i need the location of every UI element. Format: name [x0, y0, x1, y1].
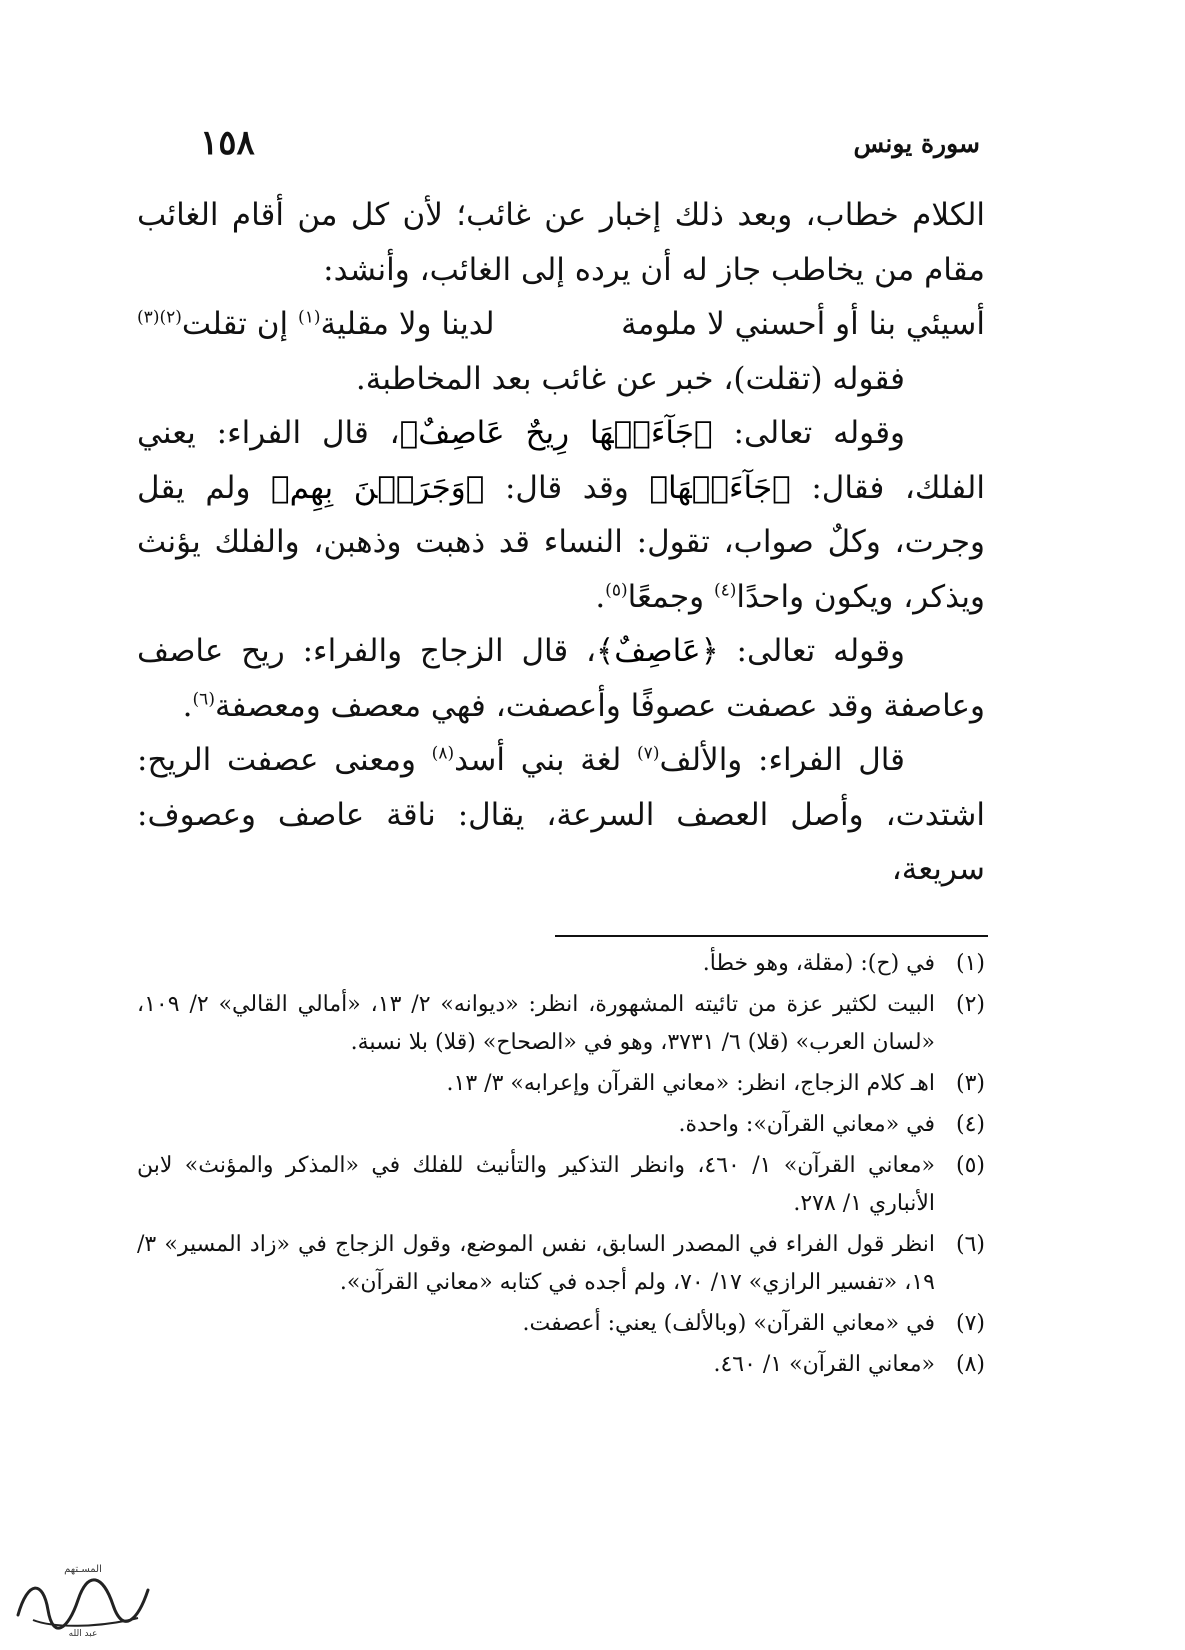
- footnote-number: (٧): [955, 1311, 985, 1336]
- footnote-text: اهـ كلام الزجاج، انظر: «معاني القرآن وإعرابه» ٣/ ١٣.: [446, 1071, 935, 1096]
- footnote-item: [137, 1106, 985, 1144]
- footnote-divider: [555, 935, 988, 937]
- footnote-text: في «معاني القرآن»: واحدة.: [678, 1112, 935, 1137]
- footnote-number: (١): [955, 951, 985, 976]
- page-header: [200, 118, 980, 168]
- footnote-text: البيت لكثير عزة من تائيته المشهورة، انظر: «ديوانه» ٢/ ١٣، «أمالي القالي» ٢/ ١٠٩، «لسان العرب» (قلا) ٦/ ٣٧٣١، وهو في «الصحاح» (قلا) بلا نسبة.: [137, 992, 936, 1055]
- logo-subtext: عبد الله: [68, 1629, 98, 1639]
- footnote-number: (٦): [955, 1232, 985, 1257]
- footnotes-section: [137, 945, 985, 1384]
- verse-hemistich-2-part-b: إن تقلت: [181, 306, 299, 342]
- p3-text-f: .: [595, 578, 606, 615]
- paragraph-2: فقوله (تقلت)، خبر عن غائب بعد المخاطبة.: [355, 360, 905, 397]
- footnote-item: [137, 1065, 985, 1103]
- paragraph-4: [137, 624, 985, 733]
- footnote-item: [137, 1346, 985, 1384]
- poetry-verse: [137, 297, 985, 352]
- footnote-number: (٥): [955, 1153, 985, 1178]
- footnote-item: [137, 1226, 985, 1302]
- footnote-ref-6[interactable]: (٦): [192, 689, 215, 710]
- footnote-item: [137, 1147, 985, 1223]
- footnote-item: [137, 986, 985, 1062]
- paragraph-1: الكلام خطاب، وبعد ذلك إخبار عن غائب؛ لأن كل من أقام الغائب مقام من يخاطب جاز له أن يرده إلى الغائب، وأنشد:: [137, 197, 986, 288]
- verse-hemistich-1: أسيئي بنا أو أحسني لا ملومة: [621, 306, 985, 342]
- surah-title: سورة يونس: [853, 128, 980, 158]
- quran-quote: ﴿عَاصِفٌ﴾: [596, 633, 719, 669]
- quran-quote: ﴿وَجَرَيۡنَ بِهِم﴾: [271, 469, 485, 506]
- p4-text-b: ، قال الزجاج والفراء: ريح عاصف وعاصفة وقد عصفت عصوفًا وأعصفت، فهي معصف ومعصفة: [137, 633, 985, 724]
- p4-text-c: .: [182, 687, 193, 724]
- footnote-item: [137, 1305, 985, 1343]
- logo-text: المسـتهم: [64, 1564, 102, 1575]
- verse-hemistich-2: [137, 297, 495, 352]
- footnote-number: (٣): [955, 1071, 985, 1096]
- footnote-ref-5[interactable]: (٥): [605, 580, 628, 601]
- footnote-ref-1[interactable]: (١): [298, 307, 321, 328]
- p3-text-b: ، قال الفراء: يعني الفلك، فقال:: [137, 415, 985, 506]
- p5-text-c: ومعنى عصفت الريح: اشتدت، وأصل العصف السرعة، يقال: ناقة عاصف وعصوف: سريعة،: [137, 742, 985, 887]
- p3-text-c: وقد قال:: [484, 469, 650, 506]
- footnote-number: (٨): [955, 1352, 985, 1377]
- footnote-ref-8[interactable]: (٨): [431, 743, 455, 764]
- footnote-number: (٤): [955, 1112, 985, 1137]
- verse-hemistich-2-part-a: لدينا ولا مقلية: [320, 306, 495, 342]
- paragraph-5: [137, 733, 985, 897]
- p5-text-b: لغة بني أسد: [454, 742, 638, 778]
- main-text: [137, 188, 985, 897]
- p5-text-a: قال الفراء: والألف: [659, 742, 905, 778]
- publisher-logo-icon: [8, 1560, 158, 1640]
- footnote-text: في (ح): (مقلة، وهو خطأ.: [702, 951, 935, 976]
- p3-text-a: وقوله تعالى:: [712, 415, 905, 451]
- p4-text-a: وقوله تعالى:: [718, 633, 905, 669]
- footnote-text: «معاني القرآن» ١/ ٤٦٠، وانظر التذكير والتأنيث للفلك في «المذكر والمؤنث» لابن الأنباري ١/ ٢٧٨.: [137, 1153, 936, 1216]
- footnote-text: في «معاني القرآن» (وبالألف) يعني: أعصفت.: [522, 1311, 935, 1336]
- footnote-ref-2-3[interactable]: (٢)(٣): [137, 307, 182, 328]
- footnote-number: (٢): [955, 992, 985, 1017]
- p3-text-e: وجمعًا: [627, 578, 714, 615]
- paragraph-3: [137, 406, 985, 624]
- footnote-ref-4[interactable]: (٤): [713, 580, 737, 601]
- page-number: ١٥٨: [200, 123, 255, 163]
- quran-quote: ﴿جَآءَتۡهَا﴾: [649, 469, 791, 506]
- footnote-ref-7[interactable]: (٧): [637, 743, 660, 764]
- footnote-text: انظر قول الفراء في المصدر السابق، نفس الموضع، وقول الزجاج في «زاد المسير» ٣/ ١٩، «تفسير الرازي» ١٧/ ٧٠، ولم أجده في كتابه «معاني القرآن».: [137, 1232, 935, 1295]
- footnote-item: [137, 945, 985, 983]
- p3-text-d: ولم يقل وجرت، وكلٌ صواب، تقول: النساء قد ذهبت وذهبن، والفلك يؤنث ويذكر، ويكون واحدًا: [137, 469, 985, 615]
- quran-quote: ﴿جَآءَتۡهَا رِيحٌ عَاصِفٌ﴾: [399, 415, 713, 451]
- footnote-text: «معاني القرآن» ١/ ٤٦٠.: [713, 1352, 935, 1377]
